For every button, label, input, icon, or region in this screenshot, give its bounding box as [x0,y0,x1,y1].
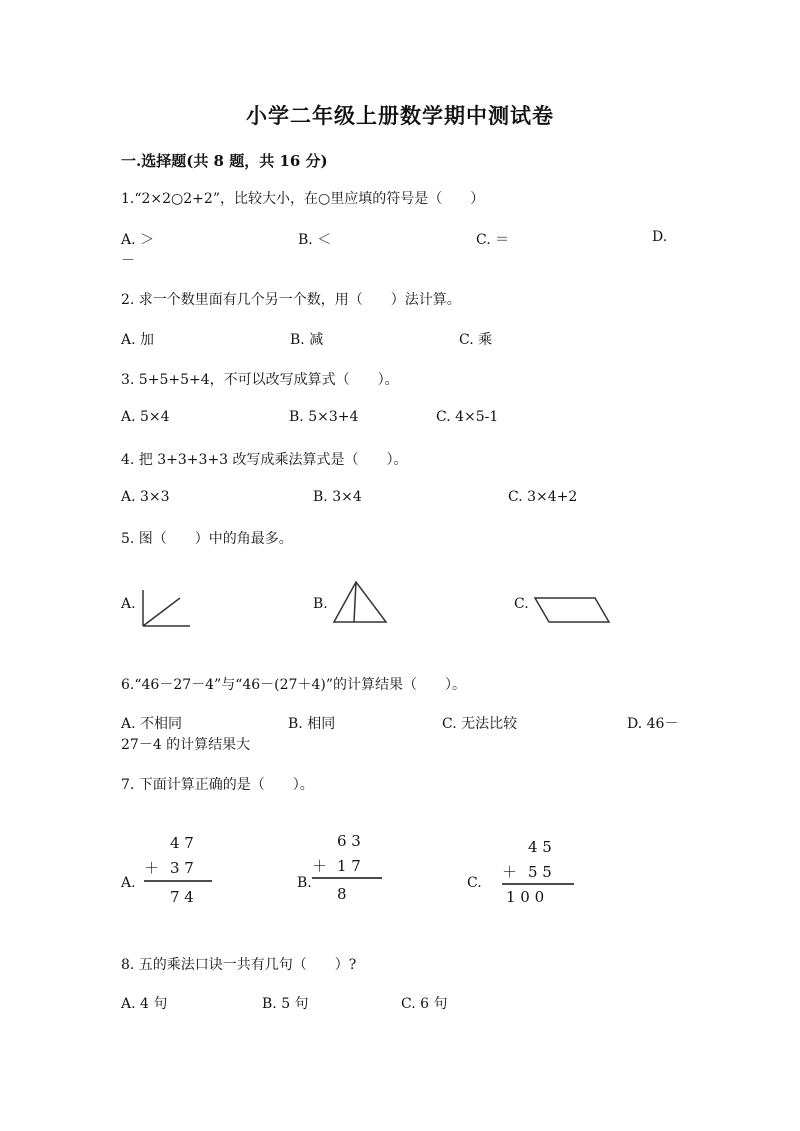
q5-option-b[interactable]: B. [313,596,328,612]
q6-option-d[interactable]: D. 46－ [627,716,679,732]
calc-a-top: 4 7 [170,834,194,852]
q3-option-a[interactable]: A. 5×4 [121,409,170,425]
q7-option-c[interactable]: C. [467,875,482,891]
q6-option-c[interactable]: C. 无法比较 [442,716,518,732]
question-2: 2. 求一个数里面有几个另一个数，用（ ）法计算。 [121,292,461,308]
calc-a-result: 7 4 [170,888,194,906]
angle-figure [140,588,192,628]
calc-b-top: 6 3 [337,832,361,850]
parallelogram-figure [533,596,613,624]
q1-option-d-cont: － [121,253,135,269]
question-1: 1.“2×2○2+2”，比较大小，在○里应填的符号是（ ） [121,191,485,207]
page-title: 小学二年级上册数学期中测试卷 [246,103,554,128]
question-7: 7. 下面计算正确的是（ ）。 [121,777,314,793]
q2-option-b[interactable]: B. 减 [290,332,324,348]
q5-option-a[interactable]: A. [121,596,136,612]
q6-option-b[interactable]: B. 相同 [288,716,336,732]
calc-a-plus: ＋ [144,859,160,877]
q4-option-b[interactable]: B. 3×4 [313,489,362,505]
q7-option-b[interactable]: B. [297,875,312,891]
q8-option-a[interactable]: A. 4 句 [121,996,168,1012]
q1-option-b[interactable]: B. ＜ [298,232,332,248]
q6-option-a[interactable]: A. 不相同 [121,716,183,732]
calc-b-mid: 1 7 [337,857,361,875]
calc-c-plus: ＋ [502,863,518,881]
q5-option-c[interactable]: C. [514,596,529,612]
q4-option-c[interactable]: C. 3×4+2 [508,489,578,505]
q1-option-c[interactable]: C. ＝ [476,232,510,248]
question-6: 6.“46－27－4”与“46－(27＋4)”的计算结果（ ）。 [121,677,466,693]
calc-b [310,828,390,908]
calc-c-result: 1 0 0 [506,888,545,906]
calc-b-result: 8 [337,885,347,903]
q1-option-a[interactable]: A. ＞ [121,232,155,248]
q1-option-d[interactable]: D. [652,229,668,245]
q6-option-d-cont: 27－4 的计算结果大 [121,737,251,753]
q2-option-a[interactable]: A. 加 [121,332,155,348]
q3-option-c[interactable]: C. 4×5-1 [436,409,499,425]
question-8: 8. 五的乘法口诀一共有几句（ ）? [121,957,357,973]
q2-option-c[interactable]: C. 乘 [459,332,493,348]
q4-option-a[interactable]: A. 3×3 [121,489,170,505]
calc-c-mid: 5 5 [528,863,552,881]
question-3: 3. 5+5+5+4，不可以改写成算式（ ）。 [121,372,399,388]
calc-a [140,830,220,910]
calc-b-plus: ＋ [312,857,328,875]
q3-option-b[interactable]: B. 5×3+4 [289,409,359,425]
q7-option-a[interactable]: A. [121,875,136,891]
q8-option-b[interactable]: B. 5 句 [262,996,309,1012]
section-heading: 一.选择题(共 8 题，共 16 分) [121,152,328,170]
q8-option-c[interactable]: C. 6 句 [401,996,448,1012]
question-4: 4. 把 3+3+3+3 改写成乘法算式是（ ）。 [121,452,408,468]
calc-a-mid: 3 7 [170,859,194,877]
question-5: 5. 图（ ）中的角最多。 [121,531,293,547]
calc-c-top: 4 5 [528,838,552,856]
calc-c [500,834,580,914]
triangle-figure [332,580,392,624]
